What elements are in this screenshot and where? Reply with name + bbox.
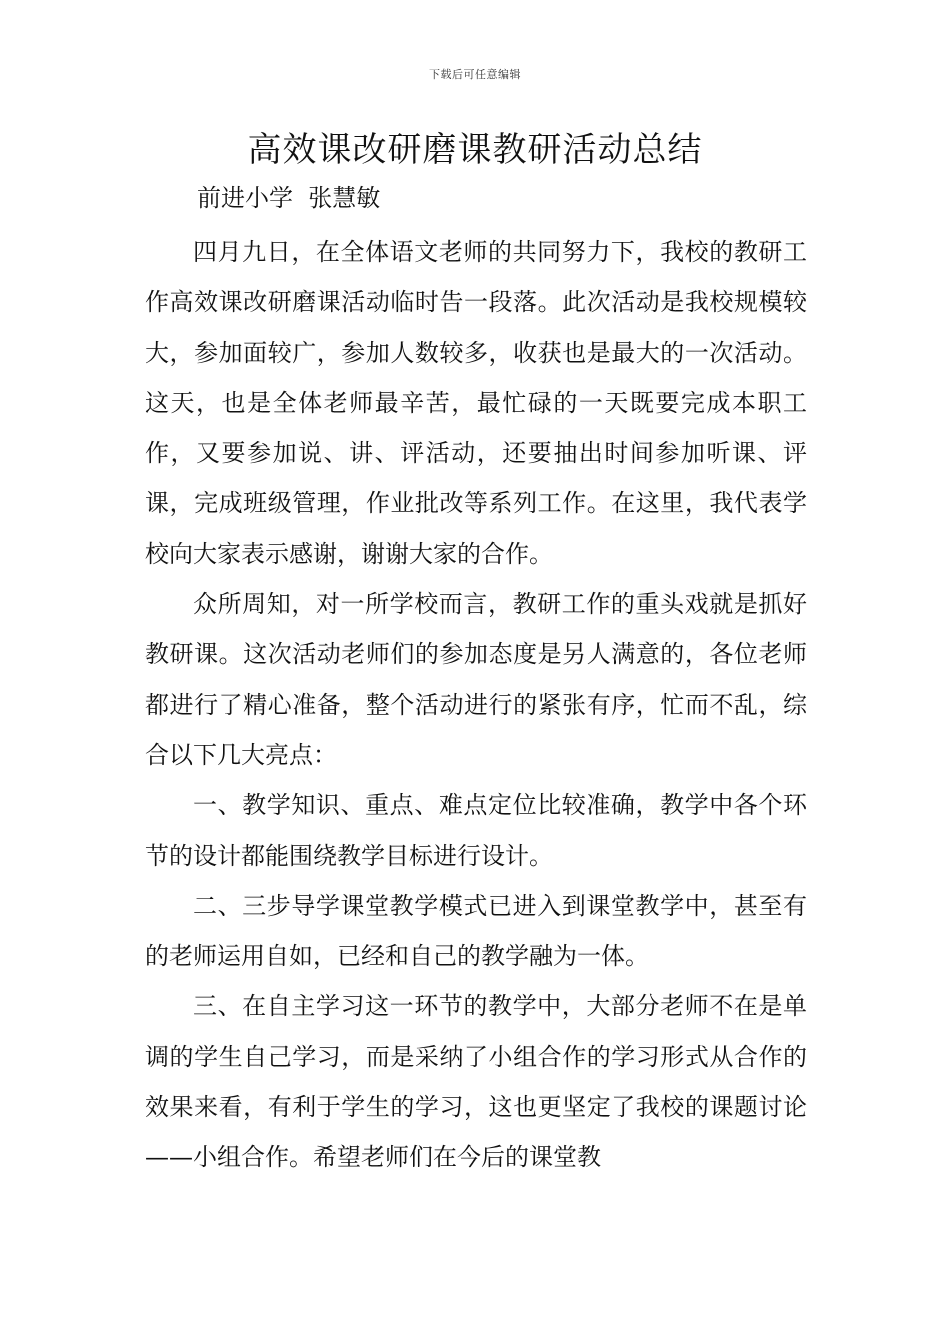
paragraph: 三、在自主学习这一环节的教学中，大部分老师不在是单调的学生自己学习，而是采纳了小组合作的学习形式从合作的效果来看，有利于学生的学习，这也更坚定了我校的课题讨论——小组合作。希望老师们在今后的课堂教 [145, 992, 807, 1172]
paragraph: 二、三步导学课堂教学模式已进入到课堂教学中，甚至有的老师运用自如，已经和自己的教学融为一体。 [145, 891, 807, 971]
document-title: 高效课改研磨课教研活动总结 [247, 130, 703, 170]
paragraph: 四月九日，在全体语文老师的共同努力下，我校的教研工作高效课改研磨课活动临时告一段落。此次活动是我校规模较大，参加面较广，参加人数较多，收获也是最大的一次活动。这天，也是全体老师最辛苦，最忙碌的一天既要完成本职工作，又要参加说、讲、评活动，还要抽出时间参加听课、评课，完成班级管理，作业批改等系列工作。在这里，我代表学校向大家表示感谢，谢谢大家的合作。 [145, 238, 807, 568]
document-body [145, 227, 807, 1183]
author-line: 前进小学 张慧敏 [197, 184, 381, 212]
paragraph: 一、教学知识、重点、难点定位比较准确，教学中各个环节的设计都能围绕教学目标进行设计。 [145, 791, 807, 870]
paragraph: 众所周知，对一所学校而言，教研工作的重头戏就是抓好教研课。这次活动老师们的参加态度是另人满意的，各位老师都进行了精心准备，整个活动进行的紧张有序，忙而不乱，综合以下几大亮点： [145, 590, 807, 769]
header-note: 下载后可任意编辑 [429, 68, 521, 81]
